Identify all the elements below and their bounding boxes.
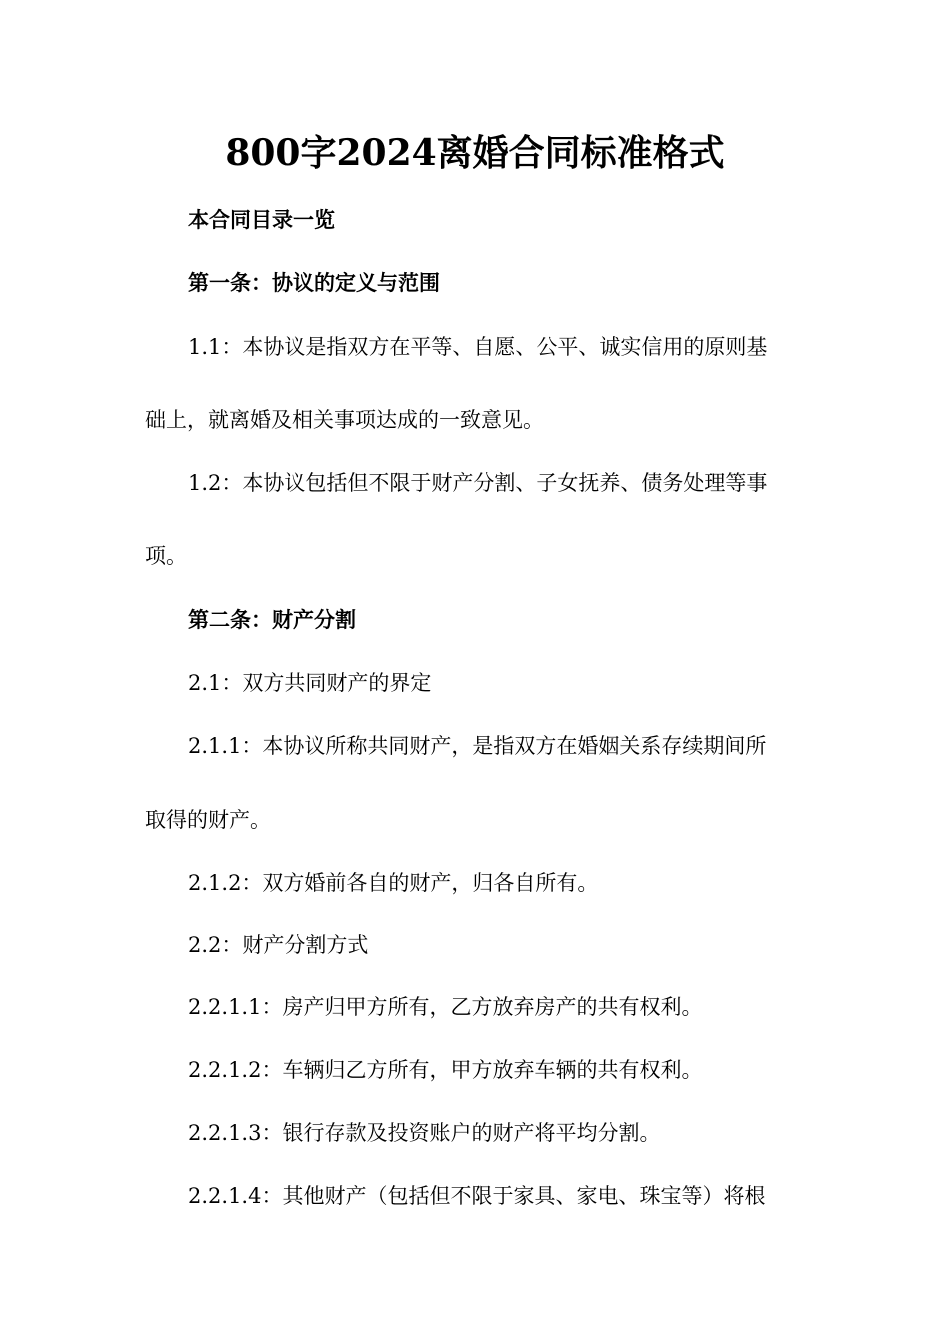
- clause-1-2-line-1: 1.2：本协议包括但不限于财产分割、子女抚养、债务处理等事: [188, 471, 768, 495]
- clause-2-1-1-line-1: 2.1.1：本协议所称共同财产，是指双方在婚姻关系存续期间所: [188, 734, 767, 758]
- toc-heading: 本合同目录一览: [188, 207, 335, 232]
- article-1-heading: 第一条：协议的定义与范围: [188, 270, 440, 295]
- clause-2-2-1-2: 2.2.1.2：车辆归乙方所有，甲方放弃车辆的共有权利。: [188, 1058, 703, 1082]
- clause-1-1-line-1: 1.1：本协议是指双方在平等、自愿、公平、诚实信用的原则基: [188, 335, 768, 359]
- clause-1-1-line-2: 础上，就离婚及相关事项达成的一致意见。: [145, 408, 544, 432]
- clause-2-1: 2.1：双方共同财产的界定: [188, 671, 432, 695]
- clause-2-2-1-4-line-1: 2.2.1.4：其他财产（包括但不限于家具、家电、珠宝等）将根: [188, 1184, 766, 1208]
- clause-2-2-1-3: 2.2.1.3：银行存款及投资账户的财产将平均分割。: [188, 1121, 661, 1145]
- clause-2-2: 2.2：财产分割方式: [188, 933, 369, 957]
- clause-1-2-line-2: 项。: [145, 544, 187, 568]
- clause-2-2-1-1: 2.2.1.1：房产归甲方所有，乙方放弃房产的共有权利。: [188, 995, 703, 1019]
- article-2-heading: 第二条：财产分割: [188, 607, 356, 632]
- document-title: 800字2024离婚合同标准格式: [225, 132, 725, 174]
- clause-2-1-1-line-2: 取得的财产。: [145, 808, 271, 832]
- clause-2-1-2: 2.1.2：双方婚前各自的财产，归各自所有。: [188, 871, 599, 895]
